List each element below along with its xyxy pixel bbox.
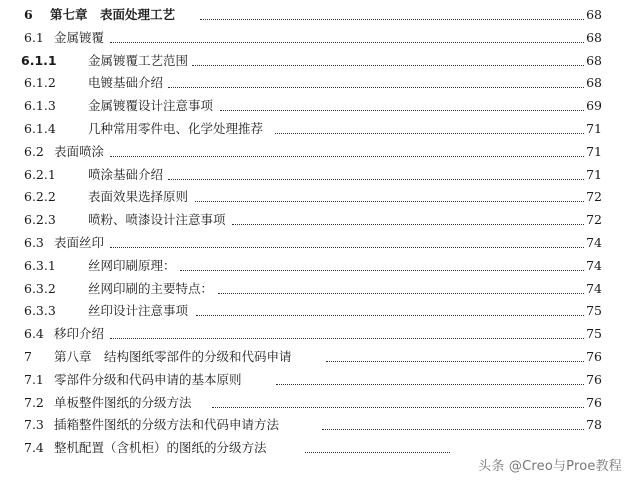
- toc-title: 零部件分级和代码申请的基本原则: [54, 369, 243, 392]
- dot-leader: [220, 110, 588, 111]
- toc-page-number: 68: [585, 72, 602, 95]
- toc-row[interactable]: [0, 232, 640, 255]
- toc-page-number: 72: [585, 186, 602, 209]
- toc-title: 移印介绍: [54, 323, 105, 346]
- toc-page-number: 71: [585, 164, 602, 187]
- toc-number: 6.1.2: [24, 75, 56, 91]
- toc-row[interactable]: [0, 186, 640, 209]
- toc-title: 几种常用零件电、化学处理推荐: [88, 118, 264, 141]
- toc-number: 7.4: [24, 440, 44, 456]
- toc-page-number: 76: [585, 346, 602, 369]
- toc-number: 7.3: [24, 417, 44, 433]
- dot-leader: [276, 384, 588, 385]
- toc-page-number: 76: [585, 369, 602, 392]
- dot-leader: [326, 361, 588, 362]
- toc-title: 第八章 结构图纸零部件的分级和代码申请: [54, 346, 293, 369]
- toc-title: 丝印设计注意事项: [88, 300, 189, 323]
- toc-title: 整机配置（含机柜）的图纸的分级方法: [54, 437, 268, 460]
- dot-leader: [232, 224, 588, 225]
- toc-number: 7.1: [24, 371, 44, 387]
- toc-title: 表面效果选择原则: [88, 186, 189, 209]
- toc-page-number: 75: [585, 300, 602, 323]
- dot-leader: [110, 156, 588, 157]
- dot-leader: [168, 87, 588, 88]
- dot-leader: [195, 201, 588, 202]
- toc-title: 金属镀覆设计注意事项: [88, 95, 214, 118]
- dot-leader: [200, 19, 588, 20]
- dot-leader: [275, 133, 588, 134]
- toc-row[interactable]: [0, 118, 640, 141]
- toc-title: 插箱整件图纸的分级方法和代码申请方法: [54, 414, 280, 437]
- toc-title: 电镀基础介绍: [88, 72, 164, 95]
- toc-title: 喷粉、喷漆设计注意事项: [88, 209, 227, 232]
- toc-page-number: 71: [585, 141, 602, 164]
- toc-number: 6.1.4: [24, 120, 56, 136]
- toc-number: 6: [24, 7, 33, 22]
- toc-row[interactable]: [0, 209, 640, 232]
- dot-leader: [180, 270, 588, 271]
- toc-number: 6.1.3: [24, 98, 56, 114]
- toc-page-number: 68: [585, 4, 602, 27]
- toc-title: 第七章 表面处理工艺: [50, 4, 176, 27]
- toc-number: 6.3.1: [24, 257, 56, 273]
- toc-number: 6.1.1: [21, 52, 57, 68]
- toc-page-number: 76: [585, 392, 602, 415]
- toc-row[interactable]: [0, 278, 640, 301]
- toc-row[interactable]: [0, 414, 640, 437]
- watermark: 头条 @Creo与Proe教程: [478, 459, 622, 474]
- toc-row[interactable]: [0, 392, 640, 415]
- toc-title: 表面喷涂: [54, 141, 105, 164]
- toc-page-number: 71: [585, 118, 602, 141]
- toc-number: 6.2: [24, 143, 44, 159]
- toc-number: 6.3.3: [24, 303, 56, 319]
- toc-row[interactable]: [0, 346, 640, 369]
- toc-row[interactable]: [0, 323, 640, 346]
- toc-title: 金属镀覆工艺范围: [88, 50, 189, 73]
- dot-leader: [168, 179, 588, 180]
- toc-row[interactable]: [0, 4, 640, 27]
- toc-title: 单板整件图纸的分级方法: [54, 392, 193, 415]
- toc-number: 6.2.2: [24, 189, 56, 205]
- toc-row[interactable]: [0, 95, 640, 118]
- toc-number: 6.1: [24, 29, 44, 45]
- toc-number: 7: [24, 348, 32, 364]
- toc-page-number: 78: [585, 414, 602, 437]
- dot-leader: [212, 407, 588, 408]
- toc-page-number: 72: [585, 209, 602, 232]
- dot-leader: [110, 338, 588, 339]
- toc-title: 表面丝印: [54, 232, 105, 255]
- toc-row[interactable]: [0, 369, 640, 392]
- toc-row[interactable]: [0, 141, 640, 164]
- toc-row[interactable]: [0, 255, 640, 278]
- toc-row[interactable]: [0, 300, 640, 323]
- toc-page-number: 74: [585, 255, 602, 278]
- dot-leader: [218, 293, 588, 294]
- toc-title: 丝网印刷原理：: [88, 255, 177, 278]
- toc-number: 6.3: [24, 234, 44, 250]
- toc-number: 6.2.1: [24, 166, 56, 182]
- toc-page-number: 75: [585, 323, 602, 346]
- toc-title: 丝网印刷的主要特点：: [88, 278, 214, 301]
- dot-leader: [322, 429, 588, 430]
- table-of-contents: [0, 4, 640, 460]
- dot-leader: [305, 452, 450, 453]
- toc-row[interactable]: [0, 164, 640, 187]
- toc-number: 6.4: [24, 326, 44, 342]
- toc-row[interactable]: [0, 27, 640, 50]
- toc-title: 金属镀覆: [54, 27, 105, 50]
- toc-number: 6.2.3: [24, 212, 56, 228]
- toc-row[interactable]: [0, 72, 640, 95]
- dot-leader: [110, 247, 588, 248]
- toc-page-number: 74: [585, 278, 602, 301]
- toc-number: 6.3.2: [24, 280, 56, 296]
- toc-title: 喷涂基础介绍: [88, 164, 164, 187]
- toc-page-number: 74: [585, 232, 602, 255]
- toc-number: 7.2: [24, 394, 44, 410]
- dot-leader: [196, 315, 588, 316]
- toc-page-number: 69: [585, 95, 602, 118]
- dot-leader: [110, 42, 588, 43]
- toc-page-number: 68: [585, 27, 602, 50]
- dot-leader: [192, 65, 588, 66]
- toc-page-number: 68: [585, 50, 602, 73]
- toc-row[interactable]: [0, 50, 640, 73]
